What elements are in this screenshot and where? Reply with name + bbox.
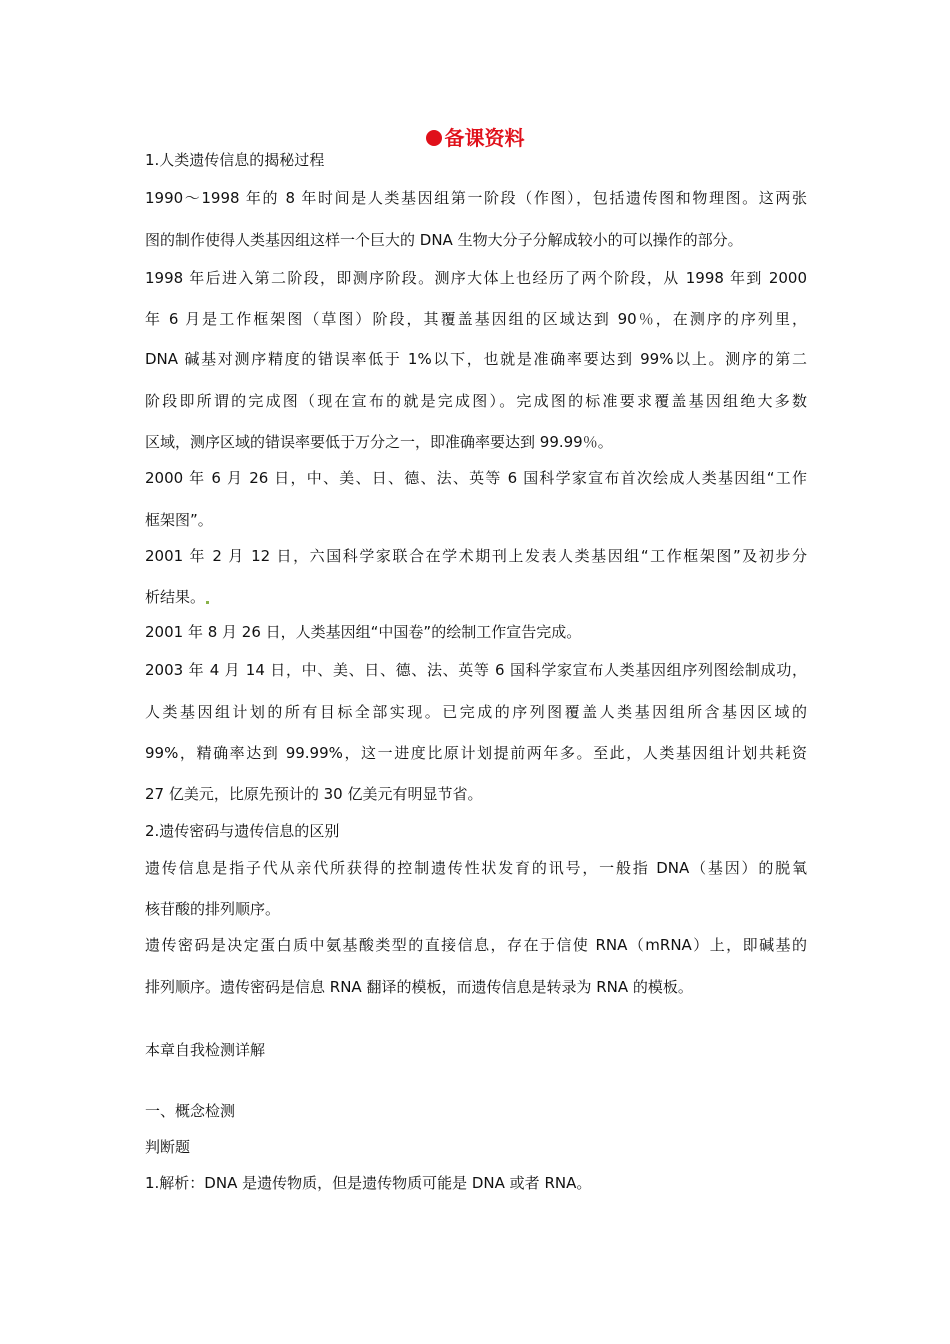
paragraph-line: 2001 年 8 月 26 日，人类基因组“中国卷”的绘制工作宣告完成。 (145, 623, 582, 641)
paragraph-line: 区域，测序区域的错误率要低于万分之一，即准确率要达到 99.99％。 (145, 433, 613, 451)
paragraph-line: 排列顺序。遗传密码是信息 RNA 翻译的模板，而遗传信息是转录为 RNA 的模板。 (145, 978, 693, 996)
answer-line: 1.解析：DNA 是遗传物质，但是遗传物质可能是 DNA 或者 RNA。 (145, 1174, 592, 1192)
paragraph-line: 1998 年后进入第二阶段，即测序阶段。测序大体上也经历了两个阶段，从 1998 年到 2000 (145, 269, 807, 287)
paragraph-line: 年 6 月是工作框架图（草图）阶段，其覆盖基因组的区域达到 90％，在测序的序列里， (145, 310, 807, 328)
paragraph-line: 遗传信息是指子代从亲代所获得的控制遗传性状发育的讯号，一般指 DNA（基因）的脱氧 (145, 859, 807, 877)
paragraph-line: DNA 碱基对测序精度的错误率低于 1%以下，也就是准确率要达到 99%以上。测序的第二 (145, 350, 807, 368)
paragraph-line: 99%，精确率达到 99.99%，这一进度比原计划提前两年多。至此，人类基因组计划共耗资 (145, 744, 807, 762)
page-title (0, 122, 950, 151)
paragraph-line: 27 亿美元，比原先预计的 30 亿美元有明显节省。 (145, 785, 483, 803)
paragraph-line (145, 587, 209, 607)
paragraph-line: 1990～1998 年的 8 年时间是人类基因组第一阶段（作图），包括遗传图和物理图。这两张 (145, 189, 807, 207)
section-heading-2: 2.遗传密码与遗传信息的区别 (145, 822, 340, 840)
paragraph-line: 2003 年 4 月 14 日，中、美、日、德、法、英等 6 国科学家宣布人类基因组序列图绘制成功， (145, 661, 807, 679)
paragraph-line: 核苷酸的排列顺序。 (145, 900, 281, 918)
paragraph-line: 2000 年 6 月 26 日，中、美、日、德、法、英等 6 国科学家宣布首次绘成人类基因组“工作 (145, 469, 807, 487)
paragraph-line: 框架图”。 (145, 511, 213, 529)
paragraph-line: 2001 年 2 月 12 日，六国科学家联合在学术期刊上发表人类基因组“工作框架图”及初步分 (145, 547, 807, 565)
paragraph-line: 人类基因组计划的所有目标全部实现。已完成的序列图覆盖人类基因组所含基因区域的 (145, 703, 807, 721)
subsection-heading: 一、概念检测 (145, 1102, 236, 1120)
question-type-label: 判断题 (145, 1138, 191, 1156)
chapter-heading: 本章自我检测详解 (145, 1041, 266, 1059)
edit-mark-icon (206, 601, 209, 604)
paragraph-line-text: 析结果。 (145, 588, 206, 606)
section-heading-1: 1.人类遗传信息的揭秘过程 (145, 151, 325, 169)
paragraph-line: 阶段即所谓的完成图（现在宣布的就是完成图）。完成图的标准要求覆盖基因组绝大多数 (145, 392, 807, 410)
paragraph-line: 图的制作使得人类基因组这样一个巨大的 DNA 生物大分子分解成较小的可以操作的部分。 (145, 231, 743, 249)
page-title-text: 备课资料 (444, 126, 525, 150)
paragraph-line: 遗传密码是决定蛋白质中氨基酸类型的直接信息，存在于信使 RNA（mRNA）上，即碱基的 (145, 936, 807, 954)
bullet-dot-icon (426, 130, 442, 146)
